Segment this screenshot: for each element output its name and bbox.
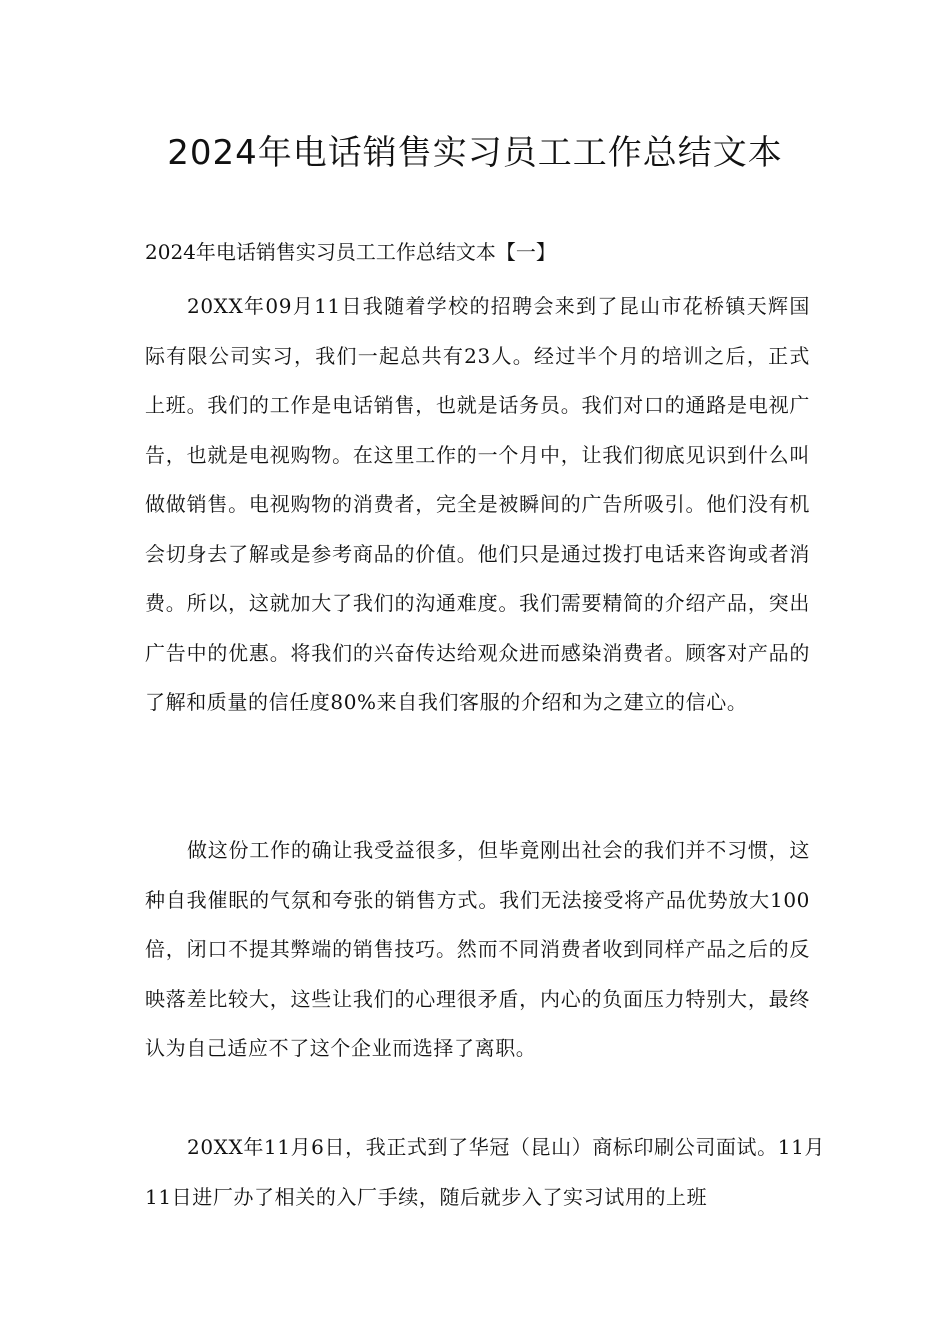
paragraph: 20XX年09月11日我随着学校的招聘会来到了昆山市花桥镇天辉国际有限公司实习，我们一起总共有23人。经过半个月的培训之后，正式上班。我们的工作是电话销售，也就是话务员。我们对口的通路是电视广告，也就是电视购物。在这里工作的一个月中，让我们彻底见识到什么叫做做销售。电视购物的消费者，完全是被瞬间的广告所吸引。他们没有机会切身去了解或是参考商品的价值。他们只是通过拨打电话来咨询或者消费。所以，这就加大了我们的沟通难度。我们需要精简的介绍产品，突出广告中的优惠。将我们的兴奋传达给观众进而感染消费者。顾客对产品的了解和质量的信任度80%来自我们客服的介绍和为之建立的信心。	[145, 294, 810, 714]
section-heading: 2024年电话销售实习员工工作总结文本【一】	[145, 240, 556, 264]
paragraph: 20XX年11月6日，我正式到了华冠（昆山）商标印刷公司面试。11月11日进厂办了相关的入厂手续，随后就步入了实习试用的上班	[145, 1135, 825, 1209]
document-title: 2024年电话销售实习员工工作总结文本	[167, 133, 783, 173]
paragraph: 做这份工作的确让我受益很多，但毕竟刚出社会的我们并不习惯，这种自我催眠的气氛和夸张的销售方式。我们无法接受将产品优势放大100倍，闭口不提其弊端的销售技巧。然而不同消费者收到同样产品之后的反映落差比较大，这些让我们的心理很矛盾，内心的负面压力特别大，最终认为自己适应不了这个企业而选择了离职。	[145, 838, 810, 1060]
